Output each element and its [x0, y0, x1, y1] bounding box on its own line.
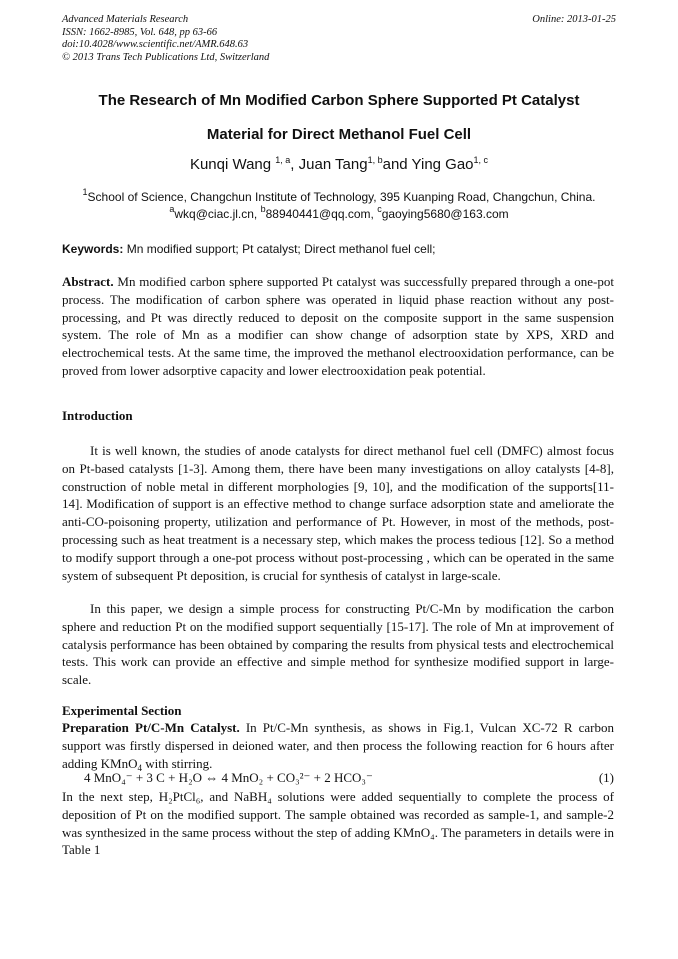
email: gaoying5680@163.com	[381, 207, 509, 221]
journal-header	[62, 14, 269, 64]
equation-number: (1)	[598, 770, 614, 785]
subsection-label: Preparation Pt/C-Mn Catalyst.	[62, 720, 240, 735]
email: wkq@ciac.jl.cn,	[174, 207, 261, 221]
paper-title-line-1: The Research of Mn Modified Carbon Sphere Supported Pt Catalyst	[98, 92, 580, 109]
intro-paragraph-2: In this paper, we design a simple process for constructing Pt/C-Mn by modification the carbon sphere and reduction Pt on the modified support sequentially [15-17]. The role of Mn at improvement of catalysis performance has been obtained by comparing the results from physical tests and electrochemical tests. This work can provide an effective and simple method for synthesize modified support in large-scale.	[62, 601, 614, 688]
affiliation-sup: 1	[82, 187, 88, 197]
author-name: , Juan Tang	[290, 156, 368, 173]
author-sup: 1, b	[367, 155, 383, 165]
doi: doi:10.4028/www.scientific.net/AMR.648.63	[62, 39, 249, 50]
author-name: and Ying Gao	[382, 156, 474, 173]
email-sup: b	[260, 204, 266, 214]
email-sup: c	[377, 204, 382, 214]
email: 88940441@qq.com,	[265, 207, 378, 221]
author-sup: 1, a	[275, 155, 291, 165]
intro-paragraph-1: It is well known, the studies of anode catalysts for direct methanol fuel cell (DMFC) almost focus on Pt-based catalysts [1-3]. Among them, there have been many investigations on alloy catalysts [4-8], construction of noble metal in different morphologies [9, 10], and the modification of the supports[11-14]. Modification of support is an effective method to change surface adsorption state and ameliorate the anti-CO-poisoning property, utilization and performance of Pt. However, in most of the methods, post-processing such as heat treatment is a necessary step, which makes the process tedious [12]. So a method to modify support through a one-pot process without post-processing , which can be operated in the same system of subsequent Pt deposition, is crucial for synthesis of catalyst in large-scale.	[62, 443, 614, 583]
email-sup: a	[169, 204, 175, 214]
subscript: 4	[137, 762, 142, 773]
equation-text: 4 MnO₄⁻ + 3 C + H₂O ⇔ 4 MnO₂ + CO₃²⁻ + 2 HCO₃⁻	[84, 770, 373, 785]
experimental-paragraph-1	[62, 719, 614, 772]
author-list	[40, 156, 638, 173]
experimental-paragraph-2: In the next step, H₂PtCl₆, and NaBH₄ solutions were added sequentially to complete the process of deposition of Pt on the modified support. The sample obtained was recorded as sample-1, and sample-2 was synthesized in the same process without the step of adding KMnO₄. The parameters in details were in Table 1	[62, 789, 614, 858]
keywords-text: Mn modified support; Pt catalyst; Direct methanol fuel cell;	[123, 242, 436, 256]
equation-1	[84, 770, 614, 786]
keywords-label: Keywords:	[62, 242, 124, 256]
author-name: Kunqi Wang	[189, 156, 272, 173]
affiliation-text: School of Science, Changchun Institute of Technology, 395 Kuanping Road, Changchun, China.	[87, 190, 596, 204]
experimental-text: with stirring.	[141, 755, 213, 771]
keywords	[62, 242, 622, 256]
affiliation	[40, 187, 638, 204]
copyright: © 2013 Trans Tech Publications Ltd, Switzerland	[62, 51, 270, 63]
journal-name: Advanced Materials Research	[62, 14, 189, 25]
abstract-label: Abstract.	[62, 274, 114, 289]
abstract-text: Mn modified carbon sphere supported Pt catalyst was successfully prepared through a one-pot process. The modification of carbon sphere was operated in liquid phase reaction without any post-processing, and Pt was directly reduced to deposit on the composite support in the same suspension system. The role of Mn as a modifier can show change of adsorption state by XPS, XRD and electrochemical tests. At the same time, the improved the methanol electrooxidation performance, can be proved from lower adsorptive capacity and lower electrooxidation peak potential.	[62, 274, 614, 378]
author-emails	[40, 204, 638, 221]
section-heading-introduction: Introduction	[62, 408, 133, 423]
abstract	[62, 273, 614, 380]
section-heading-experimental: Experimental Section	[62, 703, 182, 718]
paper-title-line-2: Material for Direct Methanol Fuel Cell	[206, 126, 472, 143]
online-date: Online: 2013-01-25	[532, 14, 616, 25]
issn: ISSN: 1662-8985, Vol. 648, pp 63-66	[62, 26, 218, 38]
experimental-text: In Pt/C-Mn synthesis, as shows in Fig.1, Vulcan XC-72 R carbon support was firstly dispersed in deioned water, and then process the following reaction for 6 hours after adding KMnO	[62, 720, 614, 771]
author-sup: 1, c	[473, 155, 489, 165]
